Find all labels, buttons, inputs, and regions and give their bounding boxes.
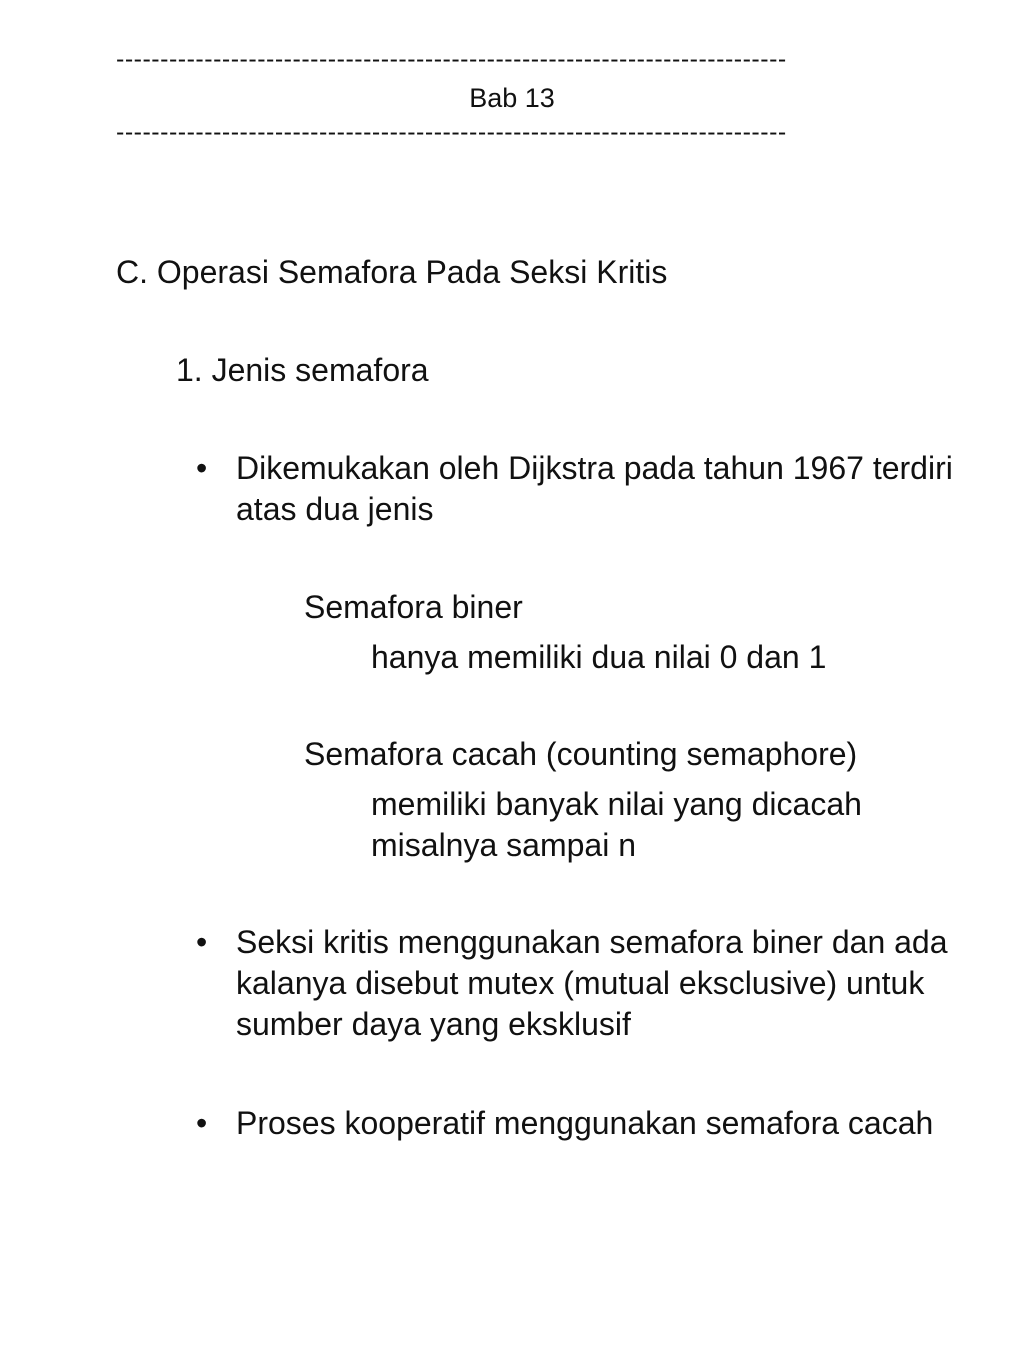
- bullet-item: [196, 448, 956, 530]
- bullet-text: Proses kooperatif menggunakan semafora cacah: [236, 1105, 934, 1141]
- header-rule-bottom: ----------------------------------------------------------------------------: [116, 118, 787, 146]
- bullet-item: [196, 1103, 956, 1144]
- chapter-title: Bab 13: [469, 83, 555, 113]
- section-subheading: 1. Jenis semafora: [176, 352, 429, 388]
- bullet-dot: •: [196, 1105, 208, 1141]
- bullet-text: Dikemukakan oleh Dijkstra pada tahun 1967 terdiri atas dua jenis: [236, 450, 953, 527]
- bullet-dot: •: [196, 450, 208, 486]
- header-rule-top: ----------------------------------------------------------------------------: [116, 45, 787, 73]
- semaphore-type-description: hanya memiliki dua nilai 0 dan 1: [371, 639, 827, 675]
- bullet-item: [196, 922, 956, 1045]
- semaphore-type-term: Semafora cacah (counting semaphore): [304, 736, 858, 772]
- section-heading: C. Operasi Semafora Pada Seksi Kritis: [116, 254, 668, 290]
- bullet-dot: •: [196, 924, 208, 960]
- bullet-text: Seksi kritis menggunakan semafora biner dan ada kalanya disebut mutex (mutual eksclusive) untuk sumber daya yang eksklusif: [236, 924, 948, 1042]
- semaphore-type-description: memiliki banyak nilai yang dicacah misalnya sampai n: [371, 786, 862, 863]
- semaphore-type-term: Semafora biner: [304, 589, 523, 625]
